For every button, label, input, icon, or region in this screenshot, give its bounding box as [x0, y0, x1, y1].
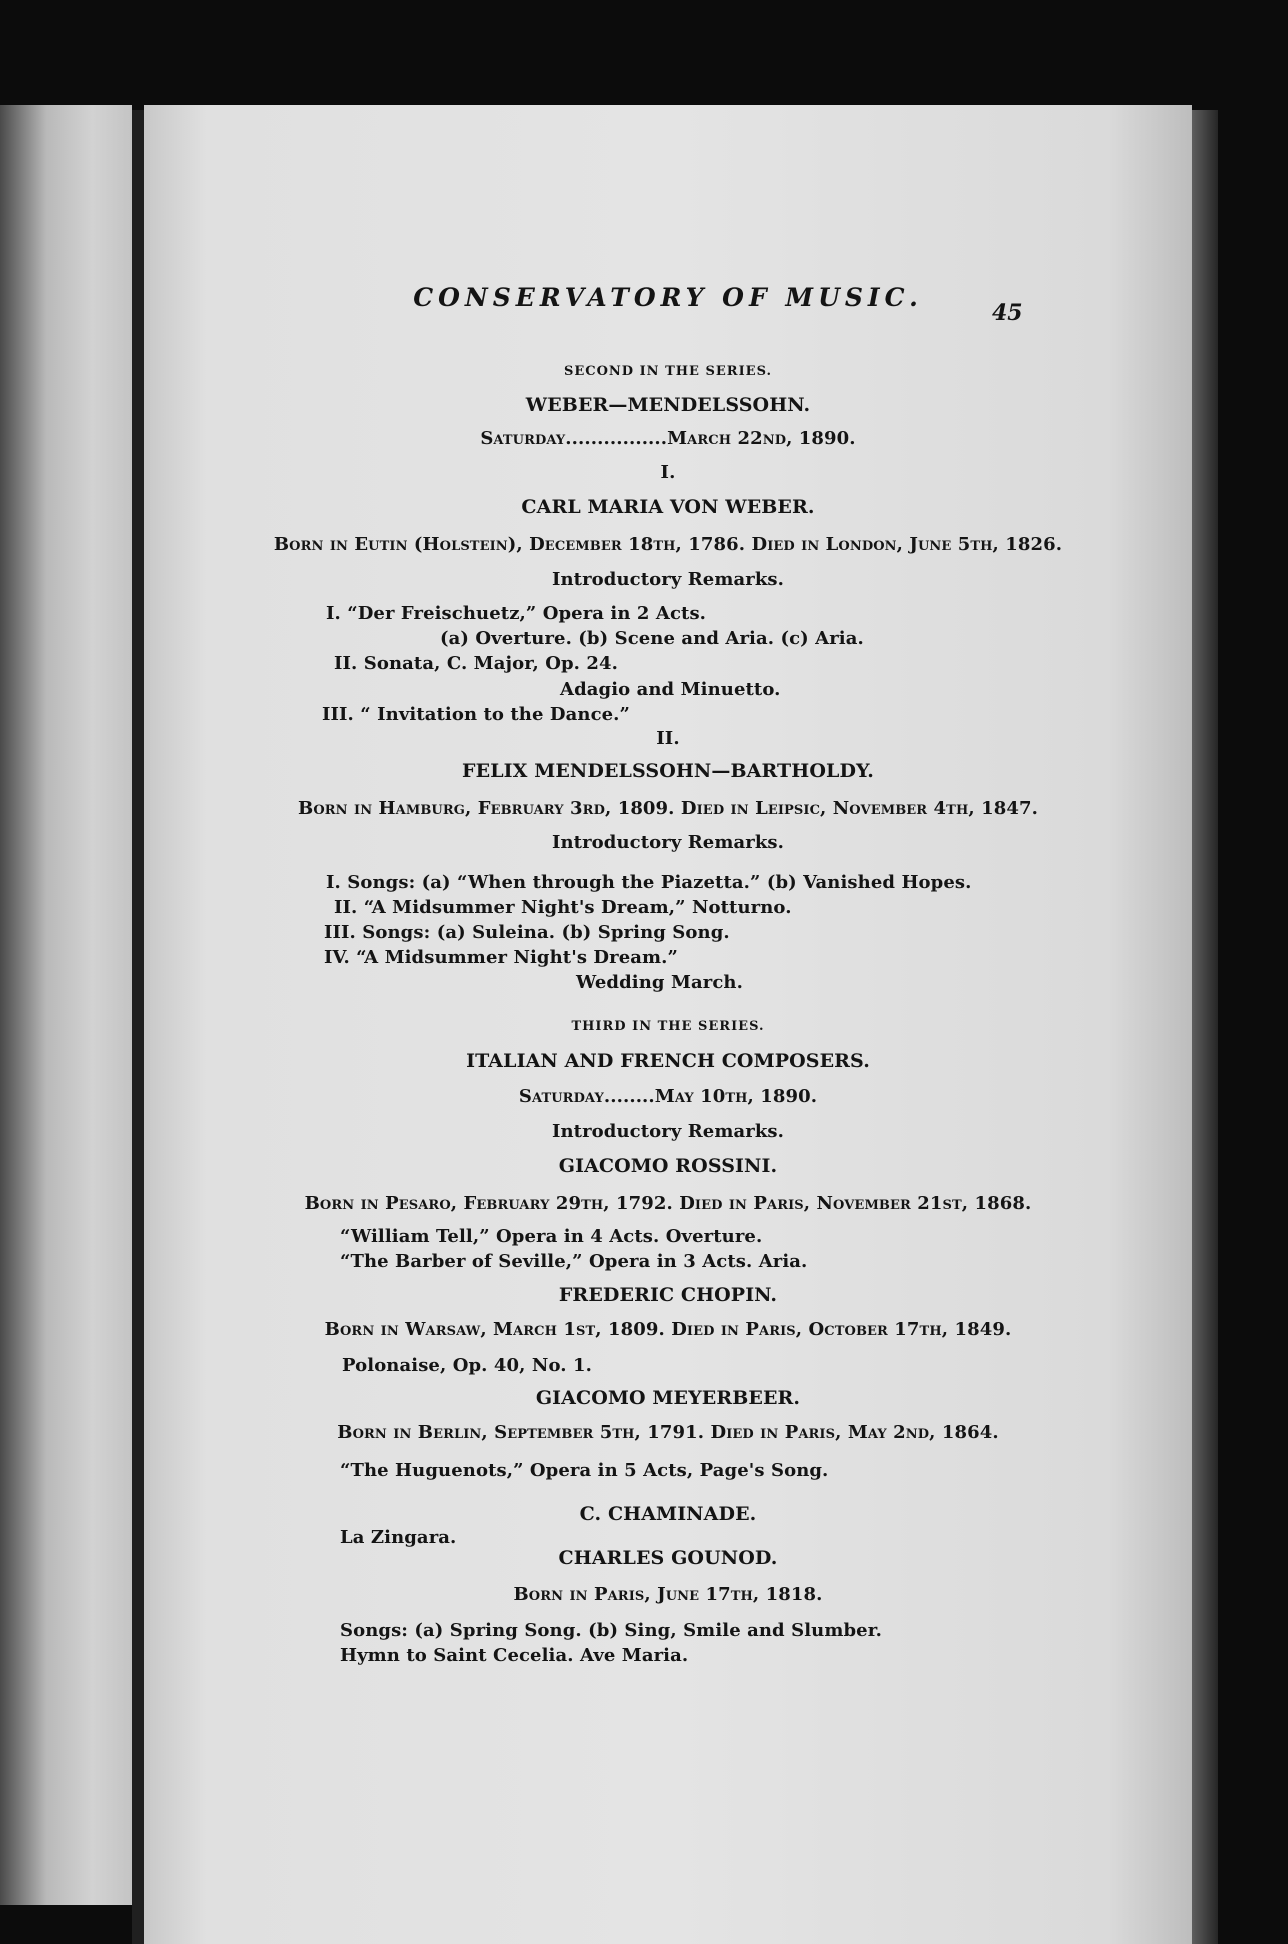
concert-title-italian-french: ITALIAN AND FRENCH COMPOSERS.: [466, 1050, 870, 1072]
meyerbeer-item: “The Huguenots,” Opera in 5 Acts, Page's Song.: [340, 1460, 829, 1481]
composer-chopin: FREDERIC CHOPIN.: [558, 1284, 778, 1306]
composer-meyerbeer: GIACOMO MEYERBEER.: [535, 1387, 801, 1409]
composer-mendelssohn: FELIX MENDELSSOHN—BARTHOLDY.: [462, 760, 874, 782]
chopin-item: Polonaise, Op. 40, No. 1.: [342, 1355, 592, 1376]
series-label-second: SECOND IN THE SERIES.: [563, 364, 773, 379]
series-label-third: THIRD IN THE SERIES.: [571, 1019, 765, 1034]
weber-item: Adagio and Minuetto.: [560, 679, 781, 700]
weber-item: I. “Der Freischuetz,” Opera in 2 Acts.: [326, 603, 707, 624]
weber-born-died: Born in Eutin (Holstein), December 18th, 1786. Died in London, June 5th, 1826.: [273, 534, 1063, 555]
part-numeral-one: I.: [660, 462, 676, 483]
concert-date-line: Saturday........May 10th, 1890.: [518, 1086, 818, 1107]
meyerbeer-born-died: Born in Berlin, September 5th, 1791. Died in Paris, May 2nd, 1864.: [337, 1422, 999, 1443]
composer-weber: CARL MARIA VON WEBER.: [521, 496, 815, 518]
book-page: [144, 105, 1192, 1944]
page-stack-edge: [1192, 110, 1218, 1944]
mendelssohn-born-died: Born in Hamburg, February 3rd, 1809. Died in Leipsic, November 4th, 1847.: [298, 798, 1038, 819]
introductory-remarks-mendelssohn: Introductory Remarks.: [551, 832, 785, 853]
part-numeral-two: II.: [656, 728, 680, 749]
composer-chaminade: C. CHAMINADE.: [579, 1503, 757, 1525]
weber-item: II. Sonata, C. Major, Op. 24.: [334, 653, 619, 674]
rossini-item: “William Tell,” Opera in 4 Acts. Overture.: [340, 1226, 763, 1247]
composer-gounod: CHARLES GOUNOD.: [558, 1547, 778, 1569]
mendelssohn-item: I. Songs: (a) “When through the Piazetta.” (b) Vanished Hopes.: [326, 872, 972, 893]
concert-date-line: Saturday................March 22nd, 1890.: [480, 428, 856, 449]
book-gutter: [132, 110, 144, 1944]
page-number: 45: [992, 300, 1023, 326]
mendelssohn-item: Wedding March.: [576, 972, 743, 993]
rossini-item: “The Barber of Seville,” Opera in 3 Acts. Aria.: [340, 1251, 808, 1272]
weber-item: (a) Overture. (b) Scene and Aria. (c) Aria.: [440, 628, 864, 649]
gounod-item: Songs: (a) Spring Song. (b) Sing, Smile and Slumber.: [340, 1620, 883, 1641]
running-head: CONSERVATORY OF MUSIC.: [413, 283, 923, 312]
chaminade-item: La Zingara.: [340, 1527, 457, 1548]
mendelssohn-item: III. Songs: (a) Suleina. (b) Spring Song.: [324, 922, 730, 943]
gounod-born: Born in Paris, June 17th, 1818.: [513, 1584, 823, 1605]
weber-item: III. “ Invitation to the Dance.”: [322, 704, 631, 725]
composer-rossini: GIACOMO ROSSINI.: [558, 1155, 778, 1177]
previous-page-edge: [0, 105, 132, 1905]
chopin-born-died: Born in Warsaw, March 1st, 1809. Died in Paris, October 17th, 1849.: [324, 1319, 1012, 1340]
gounod-item: Hymn to Saint Cecelia. Ave Maria.: [340, 1645, 689, 1666]
rossini-born-died: Born in Pesaro, February 29th, 1792. Died in Paris, November 21st, 1868.: [304, 1193, 1032, 1214]
mendelssohn-item: IV. “A Midsummer Night's Dream.”: [324, 947, 679, 968]
mendelssohn-item: II. “A Midsummer Night's Dream,” Notturno.: [334, 897, 792, 918]
concert-title-weber-mendelssohn: WEBER—MENDELSSOHN.: [525, 394, 811, 416]
introductory-remarks-weber: Introductory Remarks.: [551, 569, 785, 590]
introductory-remarks-third: Introductory Remarks.: [551, 1121, 785, 1142]
